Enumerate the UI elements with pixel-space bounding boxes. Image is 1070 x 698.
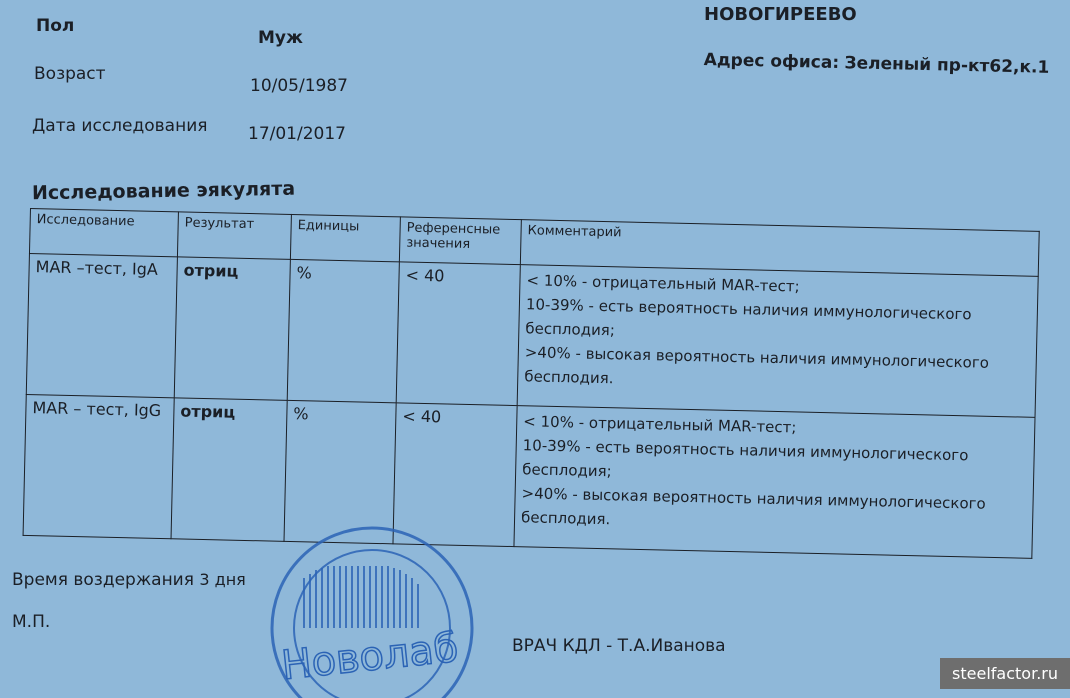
cell-result: отриц: [174, 257, 290, 401]
abstinence-label: Время воздержания: [12, 570, 194, 590]
col-header-unit: Единицы: [290, 214, 400, 261]
results-table-wrap: [21, 208, 1049, 611]
stamp-logo-text: Новолаб: [279, 624, 461, 690]
comment-line: < 10% - отрицательный MAR-тест;: [523, 412, 797, 437]
cell-comment: [514, 406, 1035, 559]
age-value: 10/05/1987: [250, 76, 348, 96]
table-row: [23, 394, 1035, 558]
col-header-ref: Референсные значения: [399, 217, 521, 265]
comment-line: < 10% - отрицательный MAR-тест;: [526, 271, 800, 296]
office-address: [704, 50, 1050, 78]
cell-unit: %: [284, 400, 396, 543]
cell-test: MAR –тест, IgA: [26, 253, 177, 397]
cell-result: отриц: [171, 398, 287, 542]
cell-test: MAR – тест, IgG: [23, 394, 174, 538]
stamp: [262, 518, 482, 698]
col-header-result: Результат: [177, 212, 291, 260]
cell-ref: < 40: [393, 403, 517, 547]
age-label: Возраст: [34, 64, 106, 84]
comment-line: >40% - высокая вероятность наличия иммунологического бесплодия.: [524, 343, 990, 388]
sex-label: Пол: [36, 16, 75, 36]
address-label: Адрес офиса:: [703, 50, 840, 74]
col-header-comment: Комментарий: [520, 220, 1039, 277]
date-label: Дата исследования: [32, 116, 208, 136]
cell-unit: %: [287, 259, 399, 402]
sex-value: Муж: [258, 28, 303, 48]
table-row: [26, 253, 1038, 417]
col-header-test: Исследование: [29, 209, 178, 257]
doctor-signature: ВРАЧ КДЛ - Т.А.Иванова: [512, 636, 726, 656]
cell-ref: < 40: [396, 262, 520, 406]
watermark: steelfactor.ru: [940, 658, 1070, 689]
abstinence: [12, 570, 246, 590]
results-table: [23, 208, 1040, 559]
office-title: НОВОГИРЕЕВО: [704, 4, 857, 25]
date-value: 17/01/2017: [248, 124, 346, 144]
mp-label: М.П.: [12, 612, 51, 632]
cell-comment: [517, 265, 1038, 418]
section-title: Исследование эякулята: [31, 177, 296, 205]
comment-line: 10-39% - есть вероятность наличия иммунологического бесплодия;: [521, 436, 969, 481]
comment-line: >40% - высокая вероятность наличия иммунологического бесплодия.: [520, 484, 986, 529]
abstinence-value: 3 дня: [199, 570, 246, 589]
comment-line: 10-39% - есть вероятность наличия иммунологического бесплодия;: [525, 295, 972, 340]
address-value: Зеленый пр-кт62,к.1: [844, 53, 1050, 78]
